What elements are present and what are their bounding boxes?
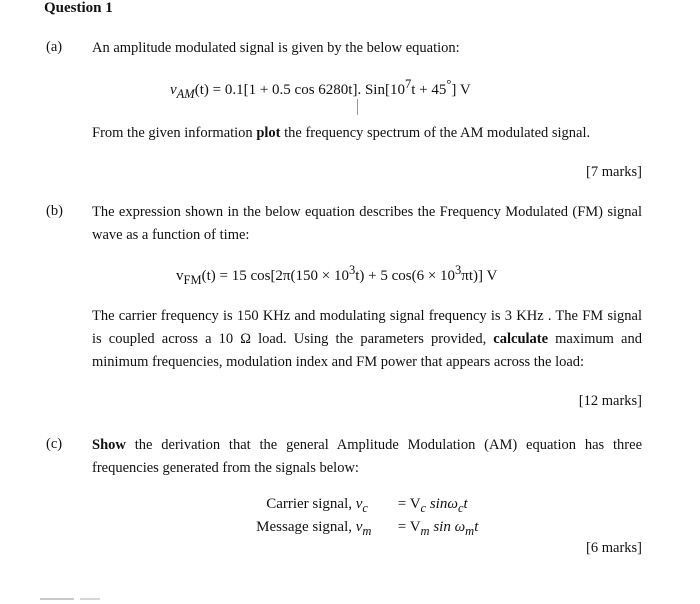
message-rhs: = V — [397, 519, 421, 535]
part-b-marks: [12 marks] — [578, 393, 642, 409]
part-c-intro — [92, 434, 642, 480]
message-rhs-sub: m — [420, 524, 430, 538]
eq-b-sup1: 3 — [348, 263, 356, 277]
carrier-rhs-sub: c — [420, 501, 427, 515]
message-sym: v — [355, 519, 363, 535]
part-a-label: (a) — [46, 39, 63, 55]
part-b-body-bold: calculate — [493, 331, 549, 347]
cut-off-text-fragment — [40, 598, 74, 600]
part-a-instruction — [92, 122, 642, 145]
part-b-equation — [176, 263, 497, 288]
message-t: t — [474, 519, 479, 535]
eq-a-lhs: v — [170, 82, 177, 98]
eq-a-end: ] V — [451, 82, 471, 98]
eq-b-lhs: v — [176, 268, 184, 284]
eq-b-p1: (t) = 15 cos[2π(150 × 10 — [201, 268, 349, 284]
eq-a-sup: 7 — [404, 77, 412, 91]
question-title: Question 1 — [44, 0, 113, 16]
part-c-label: (c) — [46, 436, 63, 452]
carrier-sub: c — [362, 501, 368, 515]
eq-a-deg: ° — [446, 77, 452, 91]
part-b-body-pre: The carrier frequency is 150 KHz and modulating signal frequency is 3 KHz . The FM signal is coupled across a 10 Ω load. Using the parameters provided, — [92, 308, 642, 347]
eq-a-body: (t) = 0.1[1 + 0.5 cos 6280t]. Sin[10 — [194, 82, 405, 98]
carrier-t: t — [463, 496, 468, 512]
eq-b-p3: πt)] V — [461, 268, 498, 284]
carrier-signal-name: Carrier signal, — [266, 496, 352, 512]
eq-a-sub: AM — [176, 87, 195, 101]
part-c-intro-bold: Show — [92, 437, 126, 453]
eq-b-sup2: 3 — [455, 263, 462, 277]
part-a-equation — [170, 77, 471, 102]
part-c-marks: [6 marks] — [586, 540, 642, 556]
eq-b-p2: t) + 5 cos(6 × 10 — [355, 268, 456, 284]
carrier-fn-sub: c — [457, 501, 464, 515]
message-signal-row — [226, 519, 478, 539]
message-fn-sub: m — [465, 524, 475, 538]
part-a-instr-post: the frequency spectrum of the AM modulated signal. — [280, 125, 591, 141]
part-b-label: (b) — [46, 203, 63, 219]
message-sub: m — [362, 524, 372, 538]
part-a-instr-pre: From the given information — [92, 125, 257, 141]
part-c-intro-rest: the derivation that the general Amplitude Modulation (AM) equation has three frequencies generated from the signals below: — [92, 437, 642, 476]
cut-off-text-fragment — [80, 598, 100, 600]
part-b-intro: The expression shown in the below equation describes the Frequency Modulated (FM) signal wave as a function of time: — [92, 204, 642, 243]
message-fn: sin ω — [429, 519, 466, 535]
carrier-signal-row — [226, 496, 468, 516]
carrier-sym: v — [355, 496, 363, 512]
part-a-marks: [7 marks] — [586, 164, 642, 180]
carrier-fn: sinω — [426, 496, 458, 512]
part-a-instr-bold: plot — [256, 125, 281, 141]
message-signal-name: Message signal, — [256, 519, 352, 535]
part-a-intro: An amplitude modulated signal is given by the below equation: — [92, 40, 460, 56]
eq-a-tail: t + 45 — [411, 82, 447, 98]
part-b-body — [92, 305, 642, 374]
text-cursor — [357, 99, 358, 115]
eq-b-sub: FM — [183, 273, 202, 287]
part-b-body-post: maximum and minimum frequencies, modulation index and FM power that appears across the load: — [92, 331, 642, 370]
carrier-rhs: = V — [397, 496, 421, 512]
